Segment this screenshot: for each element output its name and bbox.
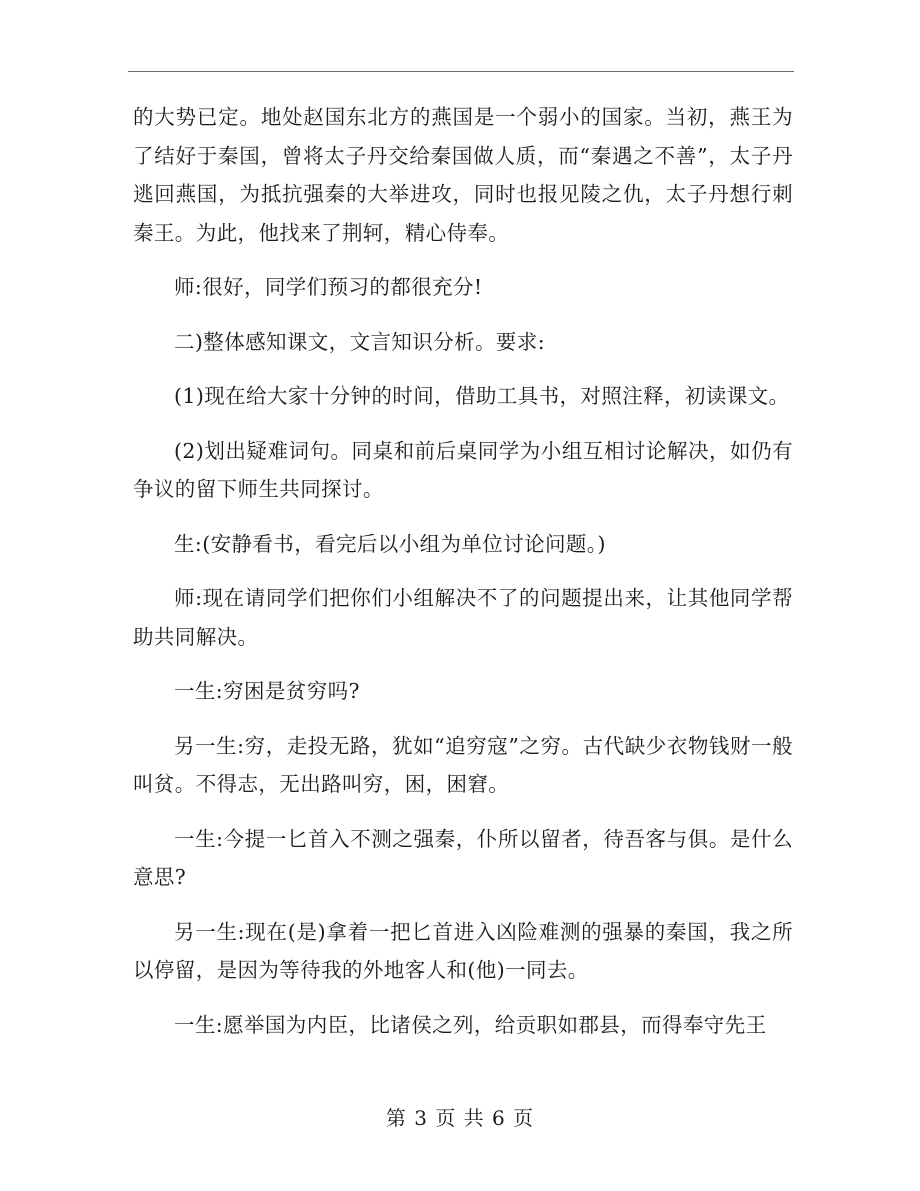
page-footer xyxy=(0,1103,920,1133)
header-rule xyxy=(128,71,794,72)
paragraph-question-1: 一生:穷困是贫穷吗? xyxy=(174,679,360,703)
paragraph-students-reading: 生:(安静看书，看完后以小组为单位讨论问题。) xyxy=(174,531,606,556)
paragraph-section-heading: 二)整体感知课文，文言知识分析。要求: xyxy=(174,329,546,354)
paragraph-continuation: 的大势已定。地处赵国东北方的燕国是一个弱小的国家。当初，燕王为了结好于秦国，曾将太子丹交给秦国做人质，而“秦遇之不善”，太子丹逃回燕国，为抵抗强秦的大举进攻，同时也报见陵之仇，太子丹想行刺秦王。为此，他找来了荆轲，精心侍奉。 xyxy=(133,105,793,245)
paragraph-requirement-1: (1)现在给大家十分钟的时间，借助工具书，对照注释，初读课文。 xyxy=(174,384,790,408)
paragraph-teacher-praise: 师:很好，同学们预习的都很充分! xyxy=(174,275,483,299)
body-text xyxy=(133,98,793,1044)
paragraph-answer-1: 另一生:穷，走投无路，犹如“追穷寇”之穷。古代缺少衣物钱财一般叫贫。不得志，无出路叫穷，困，困窘。 xyxy=(133,733,793,796)
paragraph-question-2: 一生:今提一匕首入不测之强秦，仆所以留者，待吾客与俱。是什么意思? xyxy=(133,826,793,889)
page-number-label: 第 3 页 共 6 页 xyxy=(385,1106,535,1130)
paragraph-teacher-prompt: 师:现在请同学们把你们小组解决不了的问题提出来，让其他同学帮助共同解决。 xyxy=(133,586,793,649)
paragraph-answer-2: 另一生:现在(是)拿着一把匕首进入凶险难测的强暴的秦国，我之所以停留，是因为等待我的外地客人和(他)一同去。 xyxy=(133,919,793,982)
paragraph-requirement-2: (2)划出疑难词句。同桌和前后桌同学为小组互相讨论解决，如仍有争议的留下师生共同探讨。 xyxy=(133,438,793,501)
paragraph-question-3: 一生:愿举国为内臣，比诸侯之列，给贡职如郡县，而得奉守先王 xyxy=(174,1012,767,1037)
